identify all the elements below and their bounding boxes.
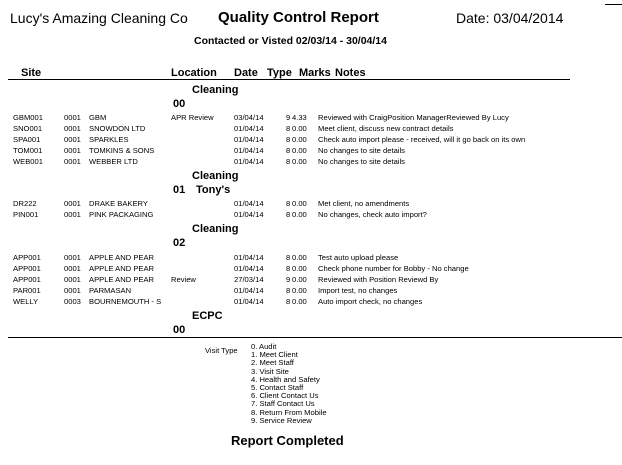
- end-rule: [8, 337, 622, 338]
- marks: 0.00: [292, 146, 307, 155]
- marks: 0.00: [292, 157, 307, 166]
- site-name: GBM: [89, 113, 107, 122]
- marks: 0.00: [292, 286, 307, 295]
- site-code: SPA001: [13, 135, 41, 144]
- table-row: [0, 210, 622, 220]
- table-row: [0, 199, 622, 209]
- table-row: [0, 146, 622, 156]
- visit-type: 8: [286, 264, 291, 273]
- visit-type-label: Visit Type: [205, 346, 238, 355]
- group-name: Cleaning: [192, 170, 239, 182]
- column-header-type: Type: [267, 67, 292, 79]
- visit-date: 01/04/14: [234, 199, 264, 208]
- site-name: SNOWDON LTD: [89, 124, 146, 133]
- site-name: DRAKE BAKERY: [89, 199, 148, 208]
- site-name: APPLE AND PEAR: [89, 275, 154, 284]
- company-name: Lucy's Amazing Cleaning Co: [10, 10, 188, 26]
- site-number: 0001: [64, 113, 81, 122]
- visit-type: 8: [286, 124, 291, 133]
- marks: 0.00: [292, 124, 307, 133]
- table-row: [0, 135, 622, 145]
- visit-type: 8: [286, 253, 291, 262]
- site-code: GBM001: [13, 113, 43, 122]
- marks: 0.00: [292, 275, 307, 284]
- notes: Met client, no amendments: [318, 199, 410, 208]
- marks: 0.00: [292, 297, 307, 306]
- site-number: 0001: [64, 264, 81, 273]
- site-number: 0001: [64, 253, 81, 262]
- marks: 0.00: [292, 210, 307, 219]
- notes: Test auto upload please: [318, 253, 399, 262]
- report-title: Quality Control Report: [218, 9, 379, 26]
- site-code: APP001: [13, 264, 41, 273]
- site-name: SPARKLES: [89, 135, 129, 144]
- site-name: BOURNEMOUTH - S: [89, 297, 162, 306]
- table-row: [0, 264, 622, 274]
- visit-type-legend: [251, 343, 327, 425]
- site-code: SNO001: [13, 124, 43, 133]
- notes: Check phone number for Bobby - No change: [318, 264, 469, 273]
- group-code: 00: [173, 98, 186, 110]
- table-row: [0, 286, 622, 296]
- legend-item: 0. Audit: [251, 342, 277, 351]
- group-code: 01: [173, 184, 186, 196]
- marks: 0.00: [292, 135, 307, 144]
- site-number: 0001: [64, 135, 81, 144]
- legend-item: 6. Client Contact Us: [251, 391, 319, 401]
- visit-date: 01/04/14: [234, 135, 264, 144]
- table-row: [0, 253, 622, 263]
- table-row: [0, 275, 622, 285]
- group-name: Cleaning: [192, 84, 239, 96]
- table-row: [0, 297, 622, 307]
- site-number: 0001: [64, 286, 81, 295]
- site-name: APPLE AND PEAR: [89, 264, 154, 273]
- notes: Reviewed with CraigPosition ManagerReviewed By Lucy: [318, 113, 509, 122]
- site-code: WELLY: [13, 297, 39, 306]
- visit-type: 8: [286, 286, 291, 295]
- notes: Check auto import please - received, will it go back on its own: [318, 135, 526, 144]
- location: Review: [171, 275, 196, 284]
- notes: No changes to site details: [318, 157, 405, 166]
- visit-date: 01/04/14: [234, 253, 264, 262]
- group-name: Cleaning: [192, 223, 239, 235]
- notes: Reviewed with Position Reviewd By: [318, 275, 439, 284]
- visit-date: 01/04/14: [234, 157, 264, 166]
- site-name: WEBBER LTD: [89, 157, 138, 166]
- visit-date: 01/04/14: [234, 286, 264, 295]
- header-rule: [8, 79, 570, 80]
- table-row: [0, 113, 622, 123]
- site-number: 0001: [64, 146, 81, 155]
- column-header-marks: Marks: [299, 67, 331, 79]
- visit-date: 01/04/14: [234, 124, 264, 133]
- notes: Meet client, discuss new contract details: [318, 124, 454, 133]
- visit-date: 01/04/14: [234, 297, 264, 306]
- visit-type: 8: [286, 135, 291, 144]
- legend-item: 1. Meet Client: [251, 350, 298, 360]
- site-code: PIN001: [13, 210, 39, 219]
- report-subtitle: Contacted or Visted 02/03/14 - 30/04/14: [194, 35, 387, 47]
- visit-type: 9: [286, 275, 291, 284]
- visit-date: 27/03/14: [234, 275, 264, 284]
- legend-item: 8. Return From Mobile: [251, 407, 327, 417]
- site-number: 0003: [64, 297, 81, 306]
- column-header-location: Location: [171, 67, 217, 79]
- visit-type: 8: [286, 157, 291, 166]
- report-date: Date: 03/04/2014: [456, 10, 564, 26]
- legend-item: 7. Staff Contact Us: [251, 399, 315, 409]
- site-name: PINK PACKAGING: [89, 210, 154, 219]
- site-code: PAR001: [13, 286, 41, 295]
- table-row: [0, 124, 622, 134]
- site-number: 0001: [64, 275, 81, 284]
- legend-item: 2. Meet Staff: [251, 358, 294, 368]
- site-code: APP001: [13, 275, 41, 284]
- site-code: TOM001: [13, 146, 43, 155]
- site-number: 0001: [64, 199, 81, 208]
- site-code: APP001: [13, 253, 41, 262]
- visit-date: 03/04/14: [234, 113, 264, 122]
- visit-type: 9: [286, 113, 291, 122]
- marks: 0.00: [292, 264, 307, 273]
- site-number: 0001: [64, 210, 81, 219]
- table-row: [0, 157, 622, 167]
- visit-date: 01/04/14: [234, 264, 264, 273]
- site-code: DR222: [13, 199, 37, 208]
- site-name: APPLE AND PEAR: [89, 253, 154, 262]
- notes: No changes, check auto import?: [318, 210, 427, 219]
- site-name: PARMASAN: [89, 286, 132, 295]
- legend-item: 9. Service Review: [251, 415, 312, 425]
- visit-type: 8: [286, 199, 291, 208]
- site-number: 0001: [64, 124, 81, 133]
- top-rule: [605, 4, 622, 5]
- site-code: WEB001: [13, 157, 43, 166]
- site-number: 0001: [64, 157, 81, 166]
- marks: 4.33: [292, 113, 307, 122]
- visit-date: 01/04/14: [234, 210, 264, 219]
- legend-item: 3. Visit Site: [251, 366, 289, 376]
- visit-type: 8: [286, 210, 291, 219]
- group-code-name: Tony's: [196, 184, 231, 196]
- group-name: ECPC: [192, 310, 223, 322]
- location: APR Review: [171, 113, 214, 122]
- notes: No changes to site details: [318, 146, 405, 155]
- column-header-site: Site: [21, 67, 42, 79]
- site-name: TOMKINS & SONS: [89, 146, 155, 155]
- legend-item: 4. Health and Safety: [251, 374, 320, 384]
- notes: Auto import check, no changes: [318, 297, 423, 306]
- group-code: 02: [173, 237, 186, 249]
- column-header-date: Date: [234, 67, 258, 79]
- visit-date: 01/04/14: [234, 146, 264, 155]
- notes: Import test, no changes: [318, 286, 398, 295]
- visit-type: 8: [286, 297, 291, 306]
- report-completed: Report Completed: [231, 433, 344, 448]
- marks: 0.00: [292, 253, 307, 262]
- legend-item: 5. Contact Staff: [251, 383, 304, 393]
- column-header-notes: Notes: [335, 67, 366, 79]
- visit-type: 8: [286, 146, 291, 155]
- group-code: 00: [173, 324, 186, 336]
- marks: 0.00: [292, 199, 307, 208]
